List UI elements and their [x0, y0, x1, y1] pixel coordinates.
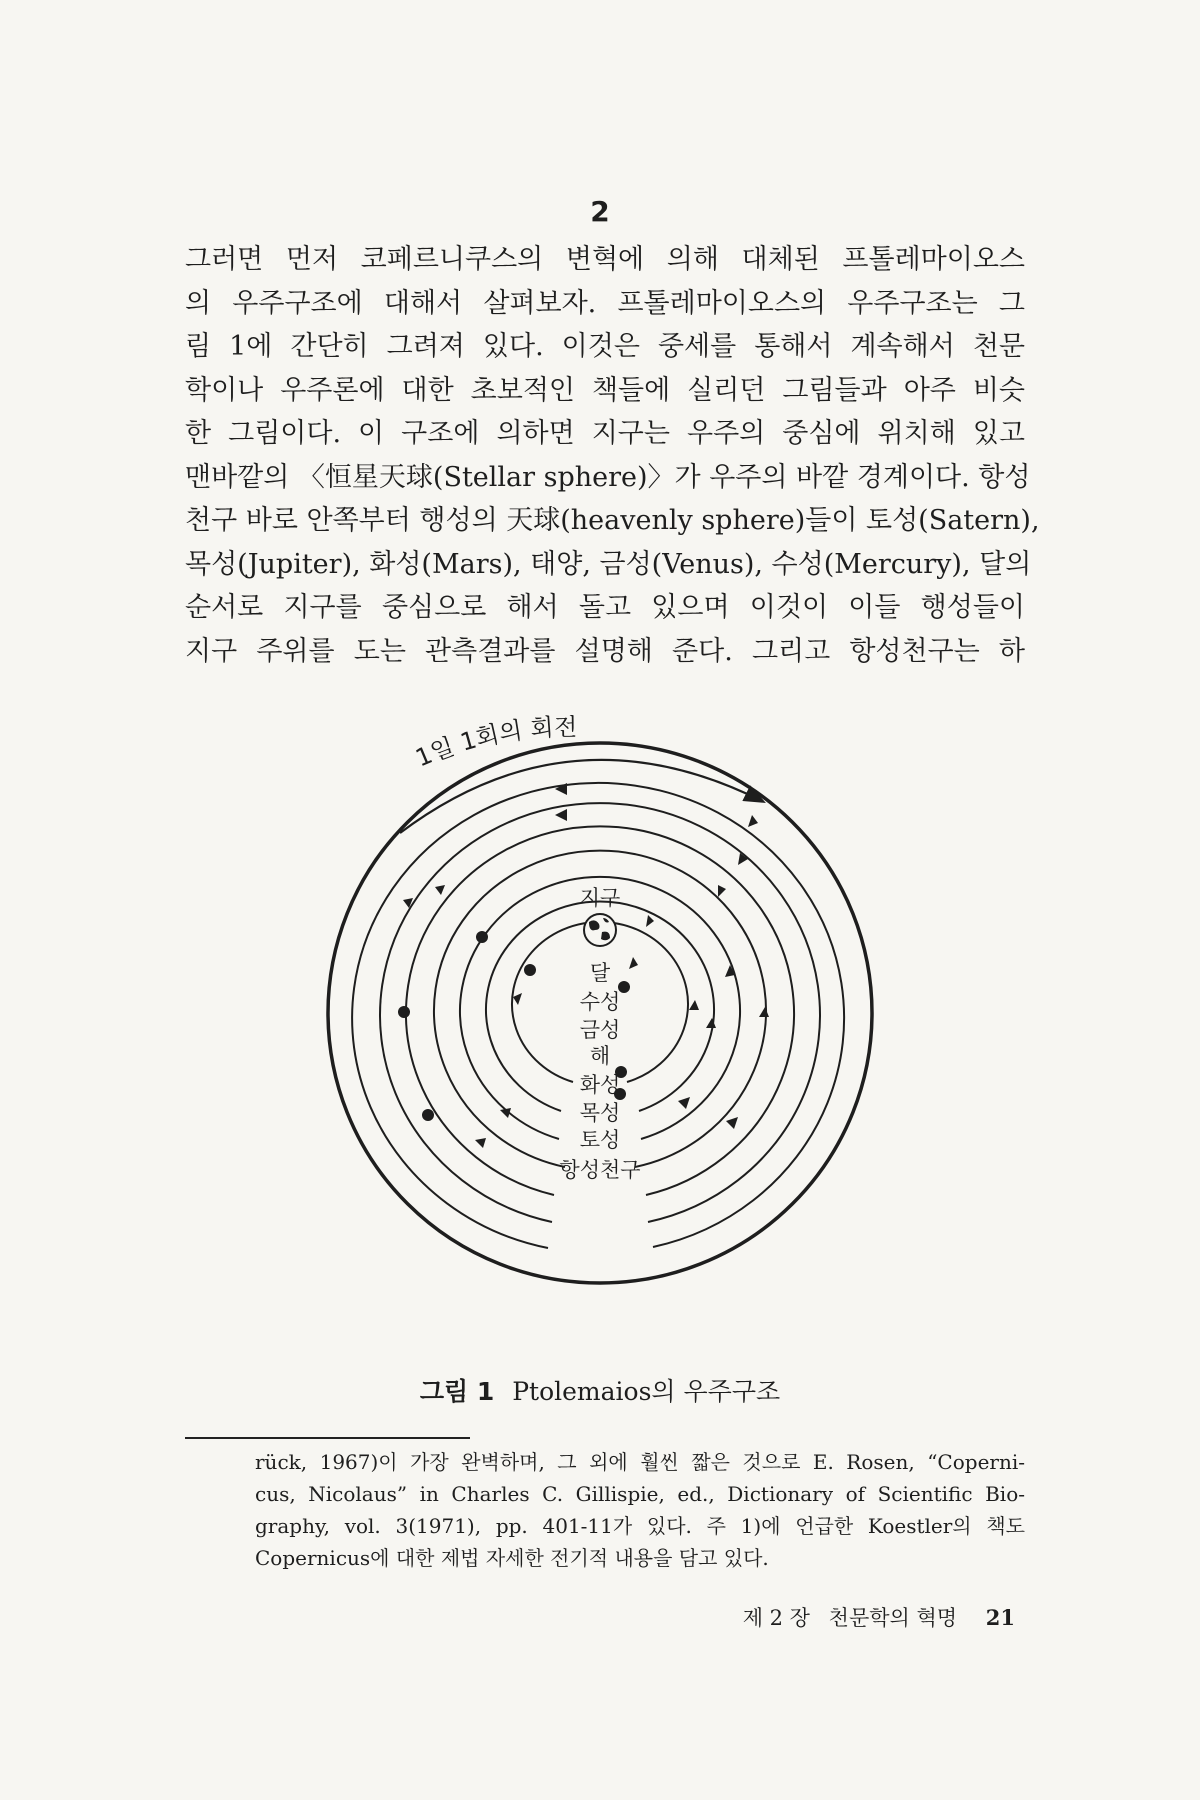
mars-label: 화성: [579, 1073, 621, 1097]
running-footer: [731, 1602, 1015, 1632]
sun-label: 해: [589, 1044, 611, 1068]
body-line: 의 우주구조에 대해서 살펴보자. 프톨레마이오스의 우주구조는 그: [185, 287, 1025, 319]
page-number: 2: [590, 195, 610, 228]
ptolemaic-universe-diagram: [300, 715, 920, 1285]
chapter-title: 천문학의 혁명: [828, 1606, 958, 1630]
footnote-line: Copernicus에 대한 제법 자세한 전기적 내용을 담고 있다.: [255, 1546, 769, 1570]
figure-caption: [0, 1372, 1200, 1408]
saturn-label: 토성: [579, 1128, 621, 1152]
body-line: 지구 주위를 도는 관측결과를 설명해 준다. 그리고 항성천구는 하: [185, 635, 1025, 667]
moon-label: 달: [589, 961, 611, 985]
jupiter-label: 목성: [579, 1101, 621, 1125]
earth-icon: [584, 914, 616, 946]
body-line: 림 1에 간단히 그려져 있다. 이것은 중세를 통해서 계속해서 천문: [185, 331, 1025, 362]
stellar-sphere-label: 항성천구: [559, 1158, 641, 1182]
body-line: 한 그림이다. 이 구조에 의하면 지구는 우주의 중심에 위치해 있고: [185, 418, 1025, 449]
footnote-divider: [185, 1437, 470, 1439]
footnote-line: cus, Nicolaus” in Charles C. Gillispie, ed., Dictionary of Scientific Bio-: [255, 1482, 1025, 1506]
body-line: 그러면 먼저 코페르니쿠스의 변혁에 의해 대체된 프톨레마이오스: [185, 244, 1025, 275]
body-line: 순서로 지구를 중심으로 해서 돌고 있으며 이것이 이들 행성들이: [185, 592, 1025, 623]
jupiter-dot: [398, 1006, 410, 1018]
earth-label: 지구: [579, 886, 621, 910]
body-line: 천구 바로 안쪽부터 행성의 天球(heavenly sphere)들이 토성(Satern),: [185, 505, 1040, 536]
figure-number: 그림 1: [419, 1377, 495, 1406]
footnote-line: graphy, vol. 3(1971), pp. 401-11가 있다. 주 1)에 언급한 Koestler의 책도: [255, 1514, 1025, 1538]
body-line: 맨바깥의 〈恒星天球(Stellar sphere)〉가 우주의 바깥 경계이다. 항성: [185, 461, 1031, 493]
chapter-number: 제 2 장: [742, 1606, 810, 1630]
body-paragraph: [185, 238, 1040, 673]
mercury-label: 수성: [579, 990, 621, 1014]
folio-page-number: 21: [985, 1605, 1015, 1630]
mercury-dot: [524, 964, 536, 976]
body-line: 목성(Jupiter), 화성(Mars), 태양, 금성(Venus), 수성(Mercury), 달의: [185, 548, 1032, 580]
footnote-line: rück, 1967)이 가장 완벽하며, 그 외에 훨씬 짧은 것으로 E. Rosen, “Coperni-: [255, 1450, 1025, 1474]
saturn-dot: [422, 1109, 434, 1121]
figure-caption-text: Ptolemaios의 우주구조: [512, 1377, 781, 1406]
rotation-arrow: [400, 760, 762, 833]
moon-dot: [476, 931, 488, 943]
footnote: [255, 1446, 1025, 1574]
rotation-label: 1일 1회의 회전: [411, 715, 578, 773]
body-line: 학이나 우주론에 대한 초보적인 책들에 실리던 그림들과 아주 비슷: [185, 374, 1025, 406]
venus-label: 금성: [579, 1018, 621, 1042]
